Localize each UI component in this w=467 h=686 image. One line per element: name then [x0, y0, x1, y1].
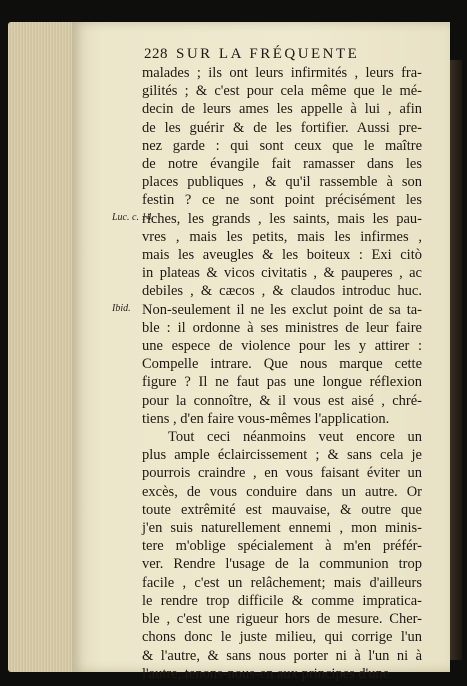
page-number: 228	[144, 46, 168, 62]
text-line: & l'autre, & sans nous porter ni à l'un ni à	[142, 647, 422, 664]
text-line: une espece de violence pour les y attirer :	[142, 338, 422, 355]
text-line: festin ? ce ne sont point précisément les	[142, 192, 422, 209]
text-line: gilités ; & c'est pour cela même que le mé-	[142, 83, 422, 100]
text-line: mais les aveugles & les boiteux : Exi citò	[142, 247, 422, 264]
text-line: chons donc le juste milieu, qui corrige l'un	[142, 629, 422, 646]
text-line: j'en suis naturellement ennemi , mon minis-	[142, 520, 422, 537]
running-title: SUR LA FRÉQUENTE	[176, 46, 360, 62]
text-line: places publiques , & qu'il rassemble à son	[142, 174, 422, 191]
running-header	[144, 44, 422, 64]
text-line: figure ? Il ne faut pas une longue réflexion	[142, 374, 422, 391]
text-line: ble : il ordonne à ses ministres de leur faire	[142, 319, 422, 336]
text-line: ver. Rendre l'usage de la communion trop	[142, 556, 422, 573]
text-line: tere m'oblige spécialement à m'en préfér-	[142, 538, 422, 555]
text-line: decin de leurs ames les appelle à lui , afin	[142, 101, 422, 118]
text-line: malades ; ils ont leurs infirmités , leurs fra-	[142, 65, 422, 81]
text-line: tiens , d'en faire vous-mêmes l'application.	[142, 410, 390, 427]
text-line: l'autre, tenons-nous-en aux principes d'une	[142, 665, 390, 682]
text-line: Non-seulement il ne les exclut point de sa ta-	[142, 301, 422, 318]
text-line: plus ample éclaircissement ; & sans cela je	[142, 447, 422, 464]
text-line: le rendre trop difficile & comme impratica-	[142, 592, 422, 609]
margin-note: Ibid.	[112, 303, 131, 314]
binding-shadow	[450, 60, 462, 660]
page-edges	[8, 22, 78, 672]
text-line: toute extrêmité est mauvaise, & outre que	[142, 501, 422, 518]
text-line: pour la connoître, & il vous est aisé , chré-	[142, 392, 422, 409]
text-line: Tout ceci néanmoins veut encore un	[168, 429, 422, 446]
text-line: nez garde : qui sont ceux que le maître	[142, 137, 422, 154]
text-line: pourrois craindre , en vous faisant éviter un	[142, 465, 422, 482]
text-line: facile , c'est un relâchement; mais d'ailleurs	[142, 574, 422, 591]
page-text	[142, 44, 422, 683]
text-line: de les guérir & de les fortifier. Aussi pre-	[142, 119, 422, 136]
text-line: in plateas & vicos civitatis , & pauperes , ac	[142, 265, 422, 282]
text-line: de notre évangile fait ramasser dans les	[142, 156, 422, 173]
margin-note: Luc. c. 14.	[112, 212, 154, 223]
text-line: excès, de vous conduire dans un autre. Or	[142, 483, 422, 500]
text-line: ble , c'est une rigueur hors de mesure. Cher-	[142, 611, 422, 628]
text-line: debiles , & cæcos , & claudos introduc huc.	[142, 283, 422, 300]
text-line: riches, les grands , les saints, mais les pau-	[142, 210, 422, 227]
text-line: vres , mais les petits, mais les infirmes ,	[142, 228, 422, 245]
text-line: Compelle intrare. Que nous marque cette	[142, 356, 422, 373]
